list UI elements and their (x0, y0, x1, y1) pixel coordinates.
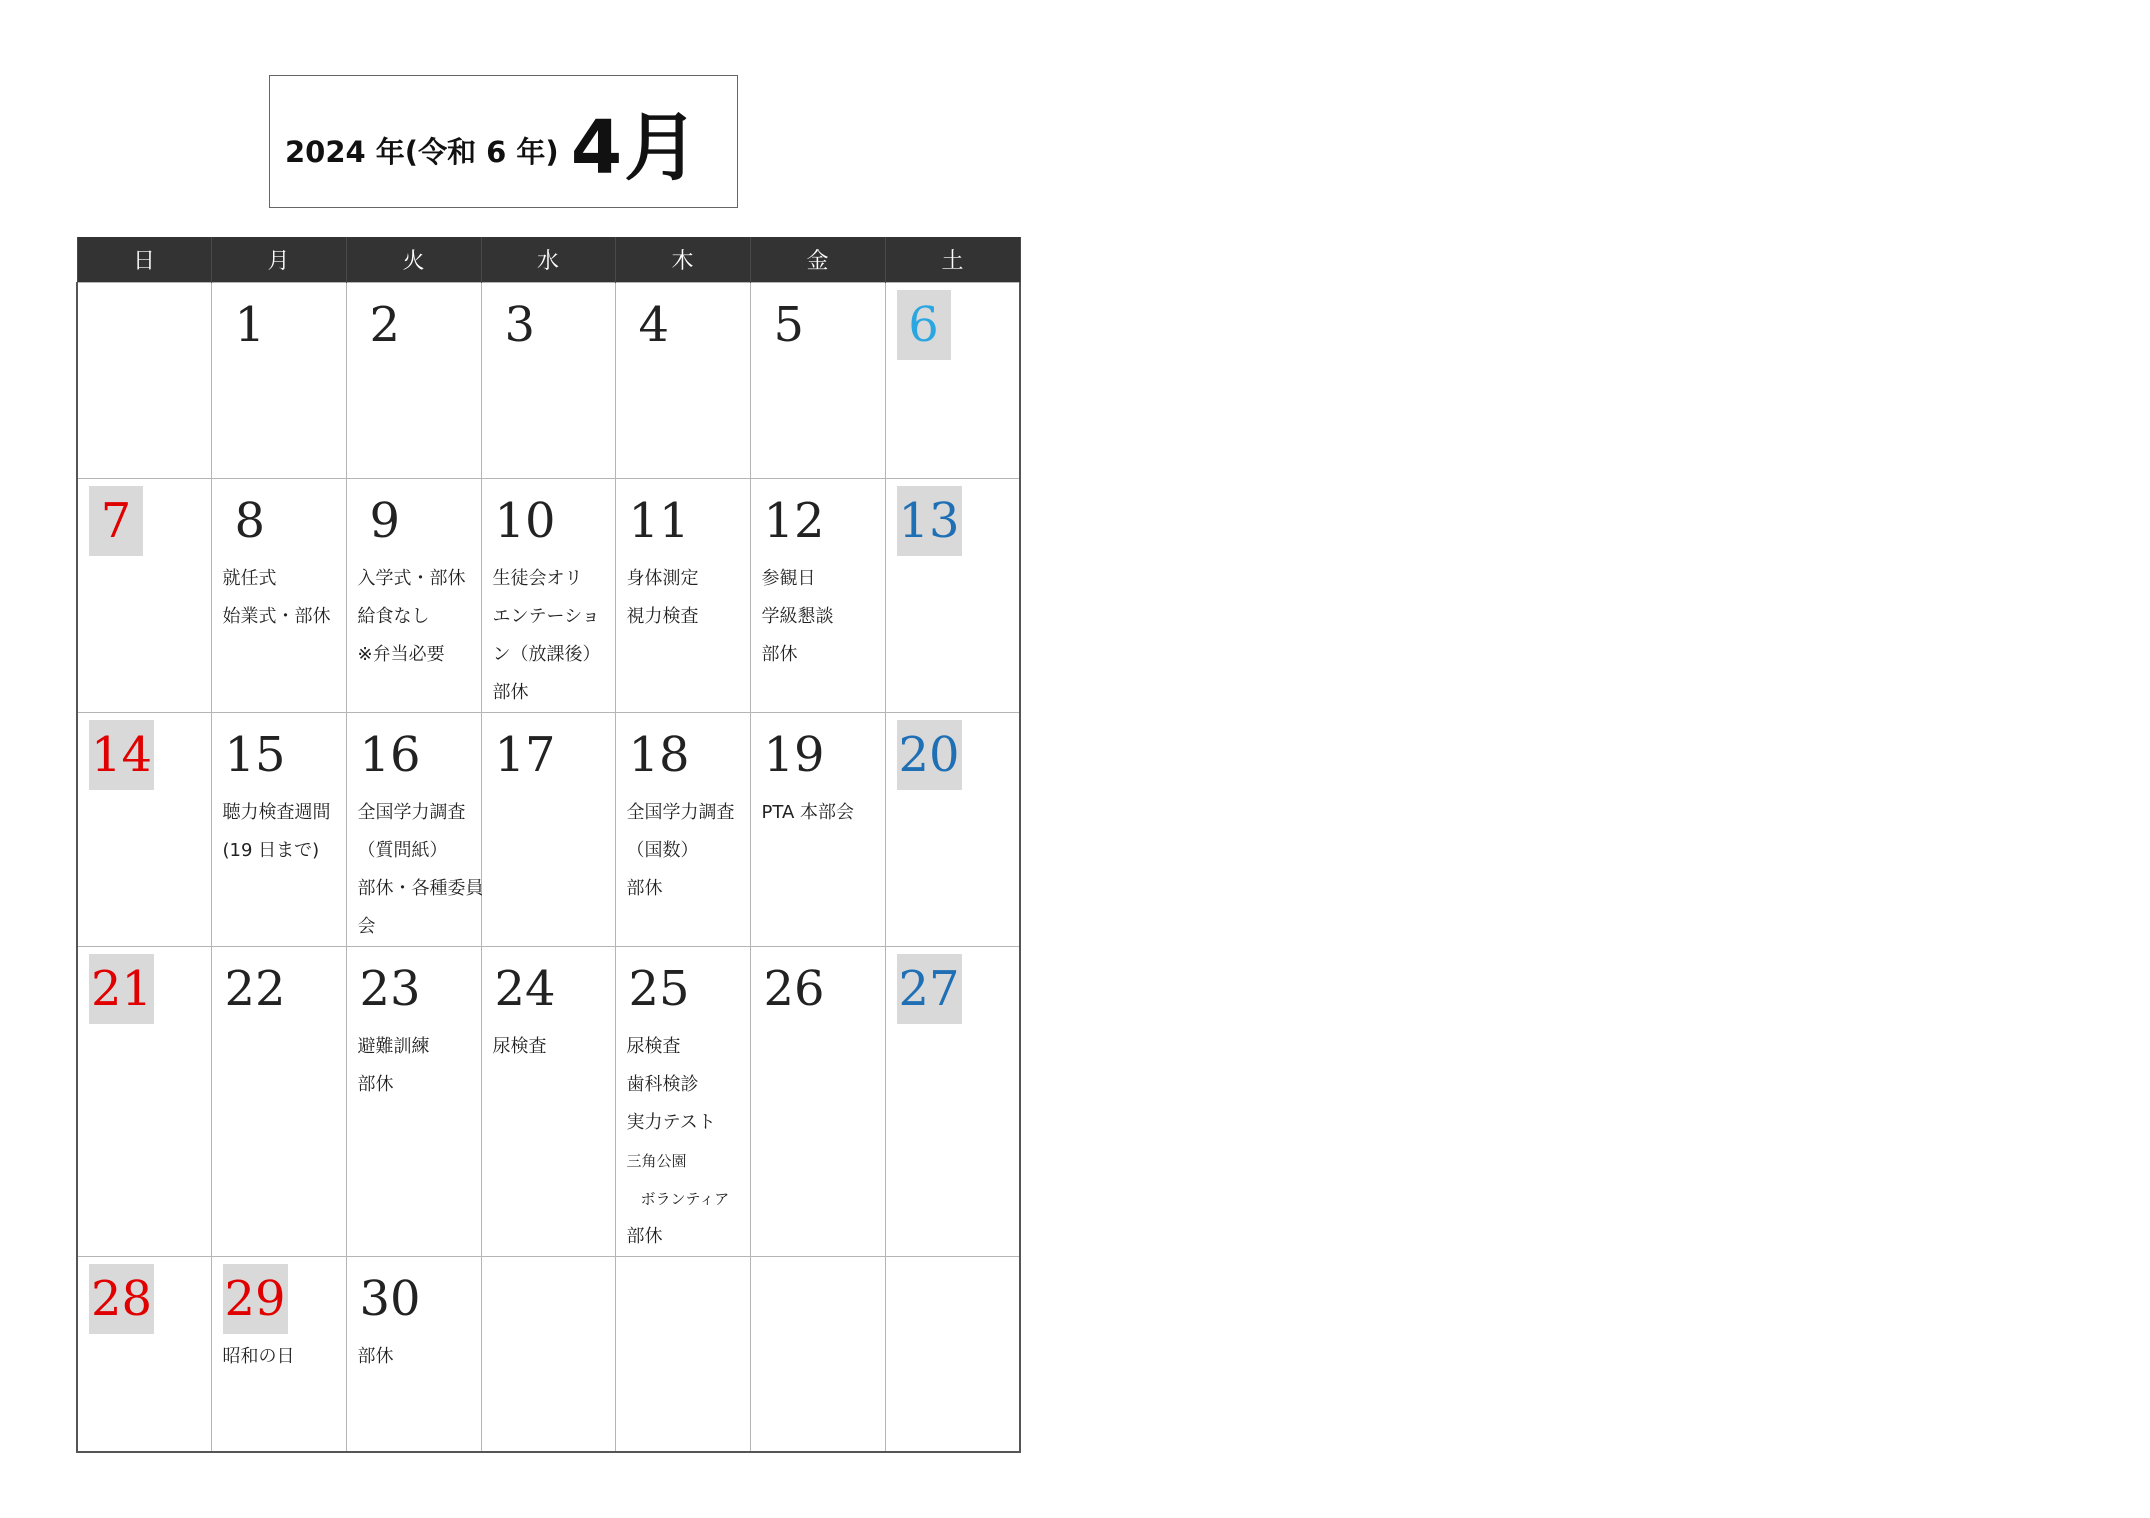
event-item: 部休・各種委員 (357, 878, 484, 899)
day-number: 27 (897, 954, 962, 1024)
weekday-tue: 火 (346, 237, 481, 283)
event-item: 視力検査 (626, 606, 699, 627)
day-number: 2 (369, 297, 401, 353)
event-item: 生徒会オリ (492, 568, 583, 589)
calendar-day-cell (750, 479, 885, 713)
day-number: 30 (359, 1271, 421, 1327)
event-item: PTA 本部会 (761, 802, 854, 823)
day-number: 12 (763, 493, 825, 549)
event-item: 身体測定 (626, 568, 699, 589)
event-item: ン（放課後） (492, 644, 601, 665)
event-item: 歯科検診 (626, 1074, 699, 1095)
event-item: 昭和の日 (222, 1346, 295, 1367)
calendar-day-cell (211, 1257, 346, 1452)
day-number: 13 (897, 486, 962, 556)
calendar-day-cell (346, 283, 481, 479)
calendar-day-cell (615, 1257, 750, 1452)
event-item: 部休 (357, 1346, 394, 1367)
day-number: 23 (359, 961, 421, 1017)
calendar-grid (76, 237, 1021, 1453)
calendar-body (77, 283, 1020, 1452)
day-number: 3 (504, 297, 536, 353)
day-number: 26 (763, 961, 825, 1017)
event-list (358, 1028, 481, 1104)
calendar-day-cell (77, 713, 211, 947)
event-list (627, 1028, 750, 1256)
event-item: 三角公園 (626, 1152, 687, 1170)
event-list (762, 794, 885, 832)
calendar-day-cell (211, 947, 346, 1257)
event-list (627, 794, 750, 908)
event-item: 聴力検査週間 (222, 802, 331, 823)
calendar-day-cell (211, 479, 346, 713)
event-item: 就任式 (222, 568, 277, 589)
day-number: 6 (897, 290, 951, 360)
calendar-week-row (77, 283, 1020, 479)
day-number: 5 (773, 297, 805, 353)
event-item: 避難訓練 (357, 1036, 430, 1057)
calendar-week-row (77, 1257, 1020, 1452)
calendar-day-cell (77, 947, 211, 1257)
event-item: ※弁当必要 (357, 644, 445, 665)
calendar-day-cell (615, 479, 750, 713)
weekday-mon: 月 (211, 237, 346, 283)
day-number: 11 (628, 493, 690, 549)
event-item: 尿検査 (626, 1036, 681, 1057)
weekday-fri: 金 (750, 237, 885, 283)
day-number: 9 (369, 493, 401, 549)
day-number: 29 (223, 1264, 288, 1334)
calendar-day-cell (211, 283, 346, 479)
event-item: （質問紙） (357, 840, 448, 861)
calendar-day-cell (481, 947, 615, 1257)
weekday-sun: 日 (77, 237, 211, 283)
calendar-day-cell (885, 713, 1020, 947)
calendar-day-cell (885, 479, 1020, 713)
day-number: 17 (494, 727, 556, 783)
calendar-day-cell (346, 947, 481, 1257)
calendar-week-row (77, 947, 1020, 1257)
event-item: 全国学力調査 (357, 802, 466, 823)
calendar-day-cell (615, 713, 750, 947)
day-number: 14 (89, 720, 154, 790)
event-list (223, 1338, 346, 1376)
calendar-day-cell (77, 1257, 211, 1452)
day-number: 16 (359, 727, 421, 783)
calendar-day-cell (346, 479, 481, 713)
event-item: (19 日まで) (222, 840, 320, 861)
event-list (762, 560, 885, 674)
event-list (358, 1338, 481, 1376)
day-number: 7 (89, 486, 143, 556)
day-number: 28 (89, 1264, 154, 1334)
day-number: 22 (224, 961, 286, 1017)
event-item: 始業式・部休 (222, 606, 331, 627)
day-number: 20 (897, 720, 962, 790)
event-item: （国数） (626, 840, 699, 861)
event-item: 入学式・部休 (357, 568, 466, 589)
day-number: 10 (494, 493, 556, 549)
weekday-wed: 水 (481, 237, 615, 283)
event-list (223, 794, 346, 870)
year-label: 2024 年(令和 6 年) (285, 135, 559, 169)
day-number: 21 (89, 954, 154, 1024)
day-number: 19 (763, 727, 825, 783)
day-number: 24 (494, 961, 556, 1017)
calendar-day-cell (885, 283, 1020, 479)
event-item: 部休 (626, 1226, 663, 1247)
event-list (493, 560, 615, 712)
calendar-day-cell (481, 479, 615, 713)
calendar-day-cell (481, 283, 615, 479)
event-item: 給食なし (357, 606, 430, 627)
day-number: 1 (234, 297, 266, 353)
calendar-day-cell (750, 1257, 885, 1452)
calendar-day-cell (750, 283, 885, 479)
event-item: 学級懇談 (761, 606, 834, 627)
calendar-day-cell (885, 1257, 1020, 1452)
calendar-day-cell (211, 713, 346, 947)
calendar-day-cell (77, 283, 211, 479)
event-item: 会 (357, 916, 376, 937)
calendar-day-cell (615, 947, 750, 1257)
event-list (223, 560, 346, 636)
event-item: 全国学力調査 (626, 802, 735, 823)
event-item: 部休 (761, 644, 798, 665)
calendar-day-cell (481, 1257, 615, 1452)
day-number: 25 (628, 961, 690, 1017)
event-item: 部休 (357, 1074, 394, 1095)
calendar-day-cell (885, 947, 1020, 1257)
day-number: 8 (234, 493, 266, 549)
calendar-week-row (77, 479, 1020, 713)
calendar-day-cell (346, 1257, 481, 1452)
day-number: 18 (628, 727, 690, 783)
month-label: 4月 (570, 104, 701, 191)
weekday-thu: 木 (615, 237, 750, 283)
calendar-week-row (77, 713, 1020, 947)
event-list (358, 560, 481, 674)
weekday-sat: 土 (885, 237, 1020, 283)
day-number: 15 (224, 727, 286, 783)
event-item: 尿検査 (492, 1036, 547, 1057)
event-item: 実力テスト (626, 1112, 716, 1133)
calendar-day-cell (750, 713, 885, 947)
calendar-day-cell (615, 283, 750, 479)
event-item: 部休 (492, 682, 529, 703)
calendar-title-box (269, 75, 738, 208)
day-number: 4 (638, 297, 670, 353)
event-list (493, 1028, 615, 1066)
calendar-day-cell (77, 479, 211, 713)
event-item: ボランティア (640, 1190, 730, 1208)
event-item: 部休 (626, 878, 663, 899)
calendar-day-cell (481, 713, 615, 947)
event-item: エンテーショ (492, 606, 600, 627)
weekday-header-row (77, 237, 1020, 283)
calendar-day-cell (346, 713, 484, 947)
event-item: 参観日 (761, 568, 816, 589)
calendar-day-cell (750, 947, 885, 1257)
event-list (627, 560, 750, 636)
event-list (357, 794, 484, 946)
